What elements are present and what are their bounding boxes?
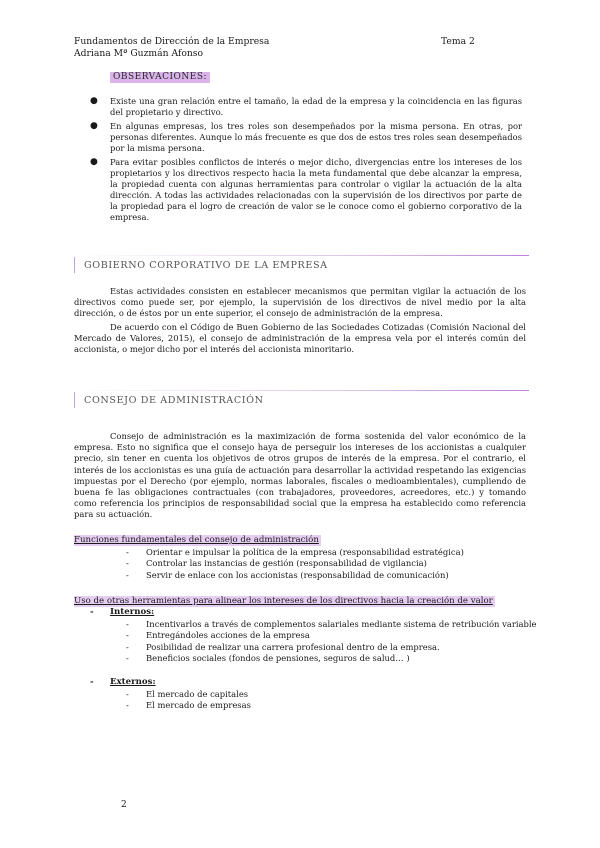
bullet-icon: ● [90, 96, 98, 106]
herramientas-title: Uso de otras herramientas para alinear los intereses de los directivos hacia la creación de valor [74, 596, 493, 606]
externos-dash: - [90, 677, 94, 687]
internos-list [126, 619, 537, 665]
list-item: ● Existe una gran relación entre el tamaño, la edad de la empresa y la coincidencia en las figuras del propietario y directivo. [90, 96, 522, 117]
externos-list [126, 689, 251, 712]
funciones-list [126, 547, 464, 581]
section-accent-bar [74, 257, 75, 273]
externos-label: Externos: [110, 677, 156, 687]
list-item: - Posibilidad de realizar una carrera profesional dentro de la empresa. [126, 641, 440, 652]
section-divider [74, 255, 529, 256]
page-number: 2 [121, 800, 127, 810]
internos-label: Internos: [110, 607, 155, 617]
list-item: ● Para evitar posibles conflictos de interés o mejor dicho, divergencias entre los intereses de los propietarios y los directivos respecto hacia la meta fundamental que debe alcanzar la empresa, la propiedad cuenta con algunas herramientas para controlar o vigilar la actuación de la alta dirección. A todas las actividades relacionadas con la supervisión de los directivos por parte de la propiedad para el logro de creación de valor se le conoce como el gobierno corporativo de la empresa. [90, 157, 522, 222]
header-course: Fundamentos de Dirección de la Empresa [74, 36, 270, 47]
funciones-title: Funciones fundamentales del consejo de administración [74, 535, 319, 545]
consejo-paragraph: Consejo de administración es la maximización de forma sostenida del valor económico de la empresa. Esto no significa que el consejo haya de perseguir los intereses de los accionistas a cualquier precio, sin tener en cuenta los objetivos de otros grupos de interés de la empresa. Por el contrario, el interés de los accionistas es una guía de actuación para desarrollar la actividad respetando las exigencias impuestas por el Derecho (por ejemplo, normas laborales, fiscales o medioambientales), cumpliendo de buena fe las obligaciones contractuales (con trabajadores, proveedores, acreedores, etc.) y tomando como referencia los principios de responsabilidad social que la empresa ha establecido como referencia para su actuación. [74, 431, 526, 520]
internos-dash: - [90, 607, 94, 617]
list-item: ● En algunas empresas, los tres roles son desempeñados por la misma persona. En otras, por personas diferentes. Aunque lo más frecuente es que dos de estos tres roles sean desempeñados por la misma persona. [90, 121, 522, 153]
bullet-icon: ● [90, 157, 98, 167]
list-item: - Entregándoles acciones de la empresa [126, 630, 310, 641]
list-item: - Controlar las instancias de gestión (responsabilidad de vigilancia) [126, 558, 427, 569]
gobierno-paragraph-2: De acuerdo con el Código de Buen Gobierno de las Sociedades Cotizadas (Comisión Nacional del Mercado de Valores, 2015), el consejo de administración de la empresa vela por el interés común del accionista, o mejor dicho por el interés del accionista minoritario. [74, 322, 526, 355]
section-heading-gobierno [74, 255, 529, 277]
list-item: - Incentivarlos a través de complementos salariales mediante sistema de retribución variable [126, 619, 537, 629]
header-author: Adriana Mª Guzmán Afonso [74, 48, 204, 59]
section-divider [74, 390, 529, 391]
list-item: - El mercado de capitales [126, 689, 249, 699]
observaciones-title: OBSERVACIONES: [110, 72, 210, 83]
gobierno-paragraph-1: Estas actividades consisten en establecer mecanismos que permitan vigilar la actuación de los directivos como puede ser, por ejemplo, la supervisión de los directivos de nivel medio por la alta dirección, o de éstos por un ente superior, el consejo de administración de la empresa. [74, 286, 526, 319]
section-heading-consejo [74, 390, 529, 412]
bullet-icon: ● [90, 121, 98, 131]
header-topic: Tema 2 [441, 36, 475, 47]
section-title: GOBIERNO CORPORATIVO DE LA EMPRESA [84, 260, 328, 271]
section-title: CONSEJO DE ADMINISTRACIÓN [84, 395, 264, 406]
list-item: - Servir de enlace con los accionistas (responsabilidad de comunicación) [126, 569, 449, 580]
list-item: - Beneficios sociales (fondos de pensiones, seguros de salud… ) [126, 653, 410, 664]
list-item: - Orientar e impulsar la política de la empresa (responsabilidad estratégica) [126, 547, 464, 557]
list-item: - El mercado de empresas [126, 700, 251, 711]
observaciones-list [90, 96, 522, 226]
section-accent-bar [74, 392, 75, 408]
